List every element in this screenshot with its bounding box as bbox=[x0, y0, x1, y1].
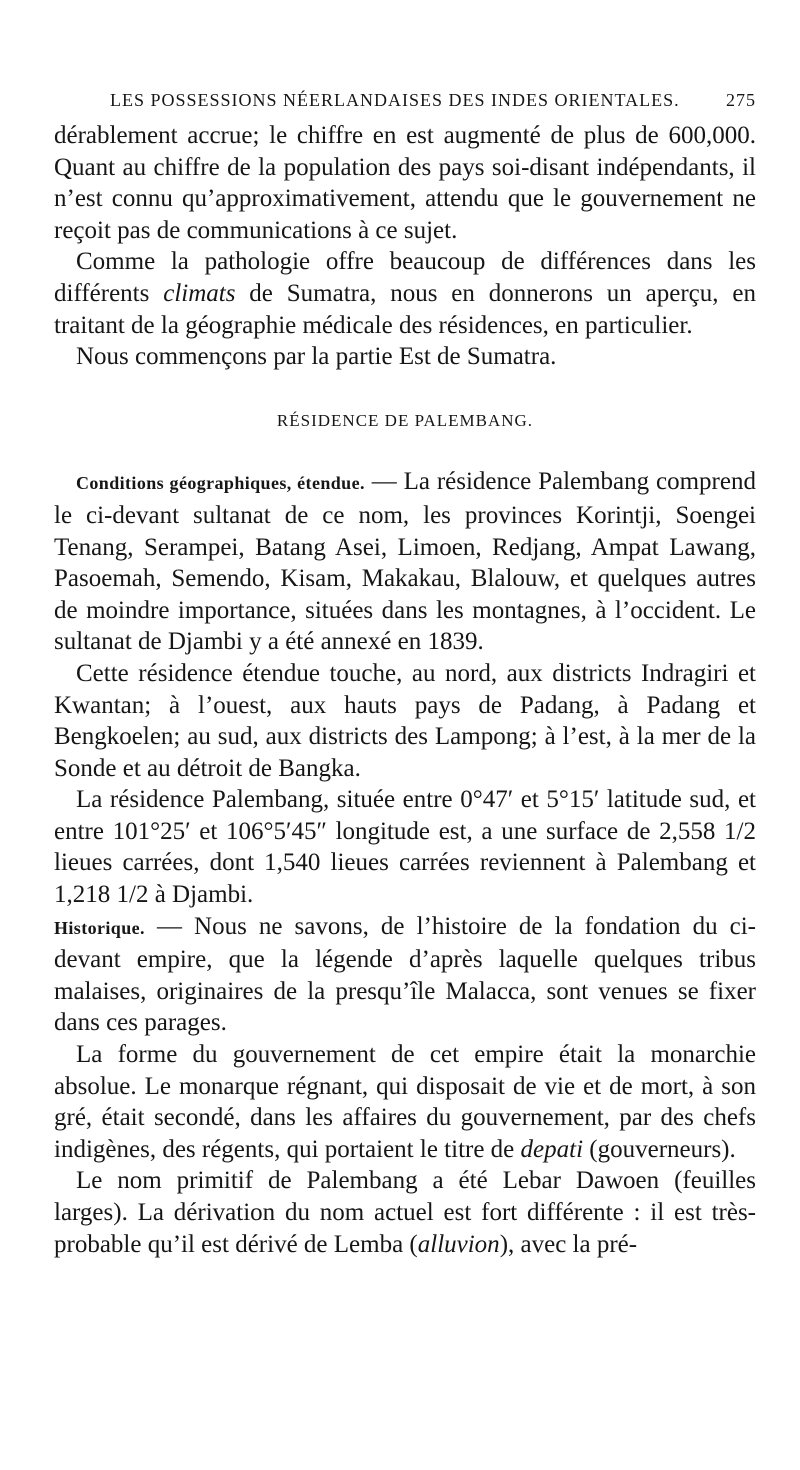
paragraph-9-text-a: Le nom primitif de Palembang a été Lebar Dawoen (feuilles larges). La dérivation du nom actuel est fort différente : il est très-probable qu’il est dérivé de Lemba ( bbox=[54, 1167, 756, 1258]
paragraph-5: Cette résidence étendue touche, au nord, aux districts Indragiri et Kwantan; à l’ouest, aux hauts pays de Padang, à Padang et Bengkoelen; au sud, aux districts des Lampong; à l’est, à la mer de la Sonde et au détroit de Bangka. bbox=[54, 659, 756, 782]
lead-historique: Historique. bbox=[54, 917, 145, 938]
paragraph-2-text-a: Comme la pathologie offre beaucoup de différences dans les différents bbox=[54, 248, 756, 307]
paragraph-6: La résidence Palembang, située entre 0°47′ et 5°15′ latitude sud, et entre 101°25′ et 106°5′45″ longitude est, a une surface de 2,558 1/2 lieues carrées, dont 1,540 lieues carrées reviennent à Palembang et 1,218 1/2 à Djambi. bbox=[54, 786, 756, 909]
paragraph-4 bbox=[54, 466, 756, 658]
section-heading: RÉSIDENCE DE PALEMBANG. bbox=[276, 410, 534, 430]
lead-conditions: Conditions géographiques, étendue. bbox=[76, 473, 365, 494]
italic-climats: climats bbox=[163, 279, 236, 307]
paragraph-1: dérablement accrue; le chiffre en est augmenté de plus de 600,000. Quant au chiffre de la population des pays soi-disant indépendants, il n’est connu qu’approximativement, attendu que le gouvernement ne reçoit pas de communications à ce sujet. bbox=[54, 122, 756, 244]
page-body bbox=[54, 120, 756, 1260]
paragraph-8-text-a: La forme du gouvernement de cet empire était la monarchie absolue. Le monarque régnant, qui disposait de vie et de mort, à son gré, était secondé, dans les affaires du gouvernement, par des chefs indigènes, des régents, qui portaient le titre de bbox=[54, 1041, 756, 1163]
paragraph-8-text-b: (gouverneurs). bbox=[583, 1135, 736, 1163]
italic-alluvion: alluvion bbox=[417, 1230, 500, 1258]
paragraph-4-text: — La résidence Palembang comprend le ci-devant sultanat de ce nom, les provinces Korintji, Soengei Tenang, Serampei, Batang Asei, Limoen, Redjang, Ampat Lawang, Pasoemah, Semendo, Kisam, Makakau, Blalouw, et quelques autres de moindre importance, situées dans les montagnes, à l’occident. Le sultanat de Djambi y a été annexé en 1839. bbox=[54, 468, 756, 656]
page-number: 275 bbox=[726, 90, 756, 110]
paragraph-7 bbox=[54, 911, 756, 1039]
paragraph-2-text-b: de Sumatra, nous en donnerons un aperçu, en traitant de la géographie médicale des résidences, en particulier. bbox=[54, 279, 756, 339]
paragraph-7-text: — Nous ne savons, de l’histoire de la fondation du ci-devant empire, que la légende d’après laquelle quelques tribus malaises, originaires de la presqu’île Malacca, sont venues se fixer dans ces parages. bbox=[54, 912, 756, 1037]
paragraph-3: Nous commençons par la partie Est de Sumatra. bbox=[76, 343, 557, 371]
paragraph-9-text-b: ), avec la pré- bbox=[499, 1230, 638, 1258]
paragraph-9 bbox=[54, 1165, 756, 1260]
running-title: LES POSSESSIONS NÉERLANDAISES DES INDES ORIENTALES. bbox=[110, 90, 680, 110]
paragraph-8 bbox=[54, 1039, 756, 1165]
italic-depati: depati bbox=[520, 1135, 584, 1163]
paragraph-2 bbox=[54, 246, 756, 341]
running-header bbox=[110, 90, 756, 111]
